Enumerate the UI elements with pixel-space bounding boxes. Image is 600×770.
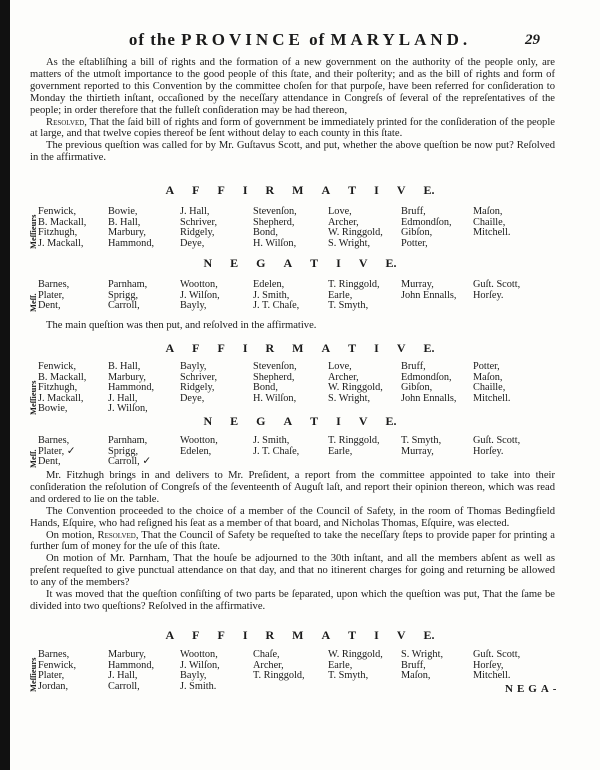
page-number: 29 bbox=[525, 32, 540, 48]
vote-column bbox=[401, 280, 457, 301]
member-name: J. Mackall, bbox=[38, 392, 84, 404]
member-name: Schriver, bbox=[180, 371, 218, 383]
heading-letter: E. bbox=[423, 183, 435, 197]
title-of: of bbox=[309, 30, 326, 49]
member-name: Bruff, bbox=[401, 361, 426, 372]
vote-column bbox=[180, 207, 217, 249]
member-name: Chaille, bbox=[473, 216, 506, 228]
member-name: J. Wilſon, bbox=[180, 659, 220, 671]
heading-letter: I bbox=[242, 183, 248, 197]
member-name: Stevenſon, bbox=[253, 361, 297, 372]
member-name: Marbury, bbox=[108, 649, 146, 660]
vote-column bbox=[328, 436, 380, 457]
vote-column bbox=[473, 436, 520, 457]
paragraph-main-question: The main queſtion was then put, and reſolved in the affirmative. bbox=[46, 320, 317, 331]
member-name: J. Hall, bbox=[180, 206, 210, 217]
member-name: Archer, bbox=[328, 371, 359, 383]
member-name: Fenwick, bbox=[38, 659, 77, 671]
member-name: Horſey, bbox=[473, 659, 504, 671]
heading-letter: R bbox=[265, 183, 275, 197]
heading-letter: R bbox=[265, 628, 275, 642]
heading-letter: N bbox=[203, 256, 213, 270]
member-name: Bayly, bbox=[180, 361, 207, 372]
heading-letter: F bbox=[192, 628, 200, 642]
resolved-lead-2: Resolved, bbox=[97, 529, 139, 541]
vote-heading bbox=[0, 256, 600, 271]
member-name: S. Wright, bbox=[328, 237, 371, 249]
member-name: Bayly, bbox=[180, 670, 207, 682]
member-name: Maſon, bbox=[473, 206, 503, 217]
member-name: Deye, bbox=[180, 392, 205, 404]
member-name: T. Smyth, bbox=[328, 300, 369, 312]
member-name: Shepherd, bbox=[253, 371, 295, 383]
member-name: Earle, bbox=[328, 659, 353, 671]
member-name: Carroll, ✓ bbox=[108, 456, 151, 468]
member-name: Fenwick, bbox=[38, 206, 77, 217]
heading-letter: M bbox=[292, 341, 304, 355]
member-name: B. Hall, bbox=[108, 216, 141, 228]
member-name: Hammond, bbox=[108, 382, 155, 394]
member-name: Bond, bbox=[253, 227, 278, 239]
vote-column bbox=[108, 436, 151, 468]
heading-letter: E bbox=[230, 414, 239, 428]
heading-letter: N bbox=[203, 414, 213, 428]
member-name: Shepherd, bbox=[253, 216, 295, 228]
member-name: Ridgely, bbox=[180, 227, 215, 239]
member-name: J. Wilſon, bbox=[108, 403, 148, 415]
motion-pre: On motion, bbox=[46, 529, 98, 541]
paragraph-adjournment: On motion of Mr. Parnham, That the houſe be adjourned to the 30th inſtant, and all the members abſent as well as preſent requeſted to give punctual attendance on that day, and that no itinerent charges for going and returning be allowed to any of the members? bbox=[30, 553, 555, 589]
heading-letter: M bbox=[292, 183, 304, 197]
heading-letter: E. bbox=[423, 341, 435, 355]
title-province: PROVINCE bbox=[181, 30, 304, 49]
member-name: Fitzhugh, bbox=[38, 382, 78, 394]
vote-column bbox=[108, 650, 154, 692]
member-name: John Ennalls, bbox=[401, 392, 457, 404]
member-name: Parnham, bbox=[108, 279, 148, 290]
paragraph-council-choice: The Convention proceeded to the choice of a member of the Council of Safety, in the room of Thomas Bedingfield Hands, Eſquire, who had reſigned his ſeat as a member of that board, and Nicholas Thomas, Eſquire, was elected. bbox=[30, 505, 555, 529]
heading-letter: T bbox=[310, 256, 319, 270]
member-name: J. Hall, bbox=[108, 392, 138, 404]
vote-column bbox=[253, 207, 297, 249]
member-name: Potter, bbox=[401, 237, 428, 249]
heading-letter: I bbox=[374, 628, 379, 642]
member-name: W. Ringgold, bbox=[328, 382, 383, 394]
member-name: Bayly, bbox=[180, 300, 207, 312]
heading-letter: V bbox=[396, 628, 406, 642]
member-name: Jordan, bbox=[38, 680, 69, 692]
heading-letter: E. bbox=[385, 256, 397, 270]
member-name: B. Hall, bbox=[108, 361, 141, 372]
vote-column bbox=[473, 207, 510, 239]
member-name: Marbury, bbox=[108, 227, 146, 239]
vote-column bbox=[401, 362, 457, 404]
member-name: W. Ringgold, bbox=[328, 649, 383, 660]
member-name: Plater, ✓ bbox=[38, 445, 76, 457]
member-name: J. Mackall, bbox=[38, 237, 84, 249]
vote-heading bbox=[0, 341, 600, 356]
heading-letter: I bbox=[374, 183, 379, 197]
member-name: Mitchell. bbox=[473, 392, 511, 404]
member-name: B. Mackall, bbox=[38, 371, 87, 383]
paragraph-bill-of-rights: As the eſtabliſhing a bill of rights and the formation of a new government on the authority of the people only, are matters of the utmoſt importance to the good people of this ſtate, and their poſterity; and as the bill of rights and form of government reported to this Convention by the committee choſen for that purpoſe, have been referred for conſideration to Monday the thirtieth inſtant, occaſioned by the neceſſary attendance in Congreſs of ſeveral of the repreſentatives of the people; in order therefore that the fulleſt conſideration may be had thereon, bbox=[30, 57, 555, 116]
member-name: Murray, bbox=[401, 445, 434, 457]
member-name: Hammond, bbox=[108, 659, 155, 671]
member-name: Earle, bbox=[328, 289, 353, 301]
heading-letter: A bbox=[165, 341, 175, 355]
member-name: Archer, bbox=[253, 659, 284, 671]
member-name: T. Ringgold, bbox=[328, 279, 380, 290]
vote-column bbox=[108, 280, 147, 312]
vote-column bbox=[108, 362, 154, 415]
heading-letter: T bbox=[310, 414, 319, 428]
vote-column bbox=[473, 650, 520, 682]
scan-edge bbox=[0, 0, 10, 770]
vote-column bbox=[328, 362, 383, 404]
member-name: Gibſon, bbox=[401, 382, 433, 394]
heading-letter: A bbox=[283, 256, 293, 270]
member-name: Guſt. Scott, bbox=[473, 649, 521, 660]
vote-column bbox=[38, 280, 69, 312]
member-name: Edmondſon, bbox=[401, 216, 452, 228]
heading-letter: A bbox=[321, 183, 331, 197]
member-name: Murray, bbox=[401, 279, 434, 290]
vote-column bbox=[473, 280, 520, 301]
heading-letter: I bbox=[374, 341, 379, 355]
member-name: Plater, bbox=[38, 289, 65, 301]
messieurs-prefix: Meſſieurs bbox=[28, 657, 38, 693]
vote-column bbox=[38, 436, 75, 468]
member-name: Maſon, bbox=[401, 670, 431, 682]
member-name: J. T. Chaſe, bbox=[253, 445, 300, 457]
heading-letter: V bbox=[358, 256, 368, 270]
member-name: Dent, bbox=[38, 300, 61, 312]
vote-column bbox=[328, 207, 383, 249]
vote-heading bbox=[0, 414, 600, 429]
member-name: Potter, bbox=[473, 361, 500, 372]
member-name: Carroll, bbox=[108, 680, 140, 692]
heading-letter: T bbox=[348, 183, 357, 197]
heading-letter: F bbox=[192, 183, 200, 197]
heading-letter: F bbox=[192, 341, 200, 355]
member-name: Fenwick, bbox=[38, 361, 77, 372]
member-name: Sprigg, bbox=[108, 445, 139, 457]
member-name: J. T. Chaſe, bbox=[253, 300, 300, 312]
heading-letter: E. bbox=[423, 628, 435, 642]
member-name: H. Wilſon, bbox=[253, 392, 297, 404]
heading-letter: T bbox=[348, 628, 357, 642]
member-name: Love, bbox=[328, 206, 352, 217]
vote-column bbox=[38, 362, 86, 415]
member-name: Dent, bbox=[38, 456, 61, 468]
heading-letter: A bbox=[321, 341, 331, 355]
paragraph-separation: It was moved that the queſtion conſiſting of two parts be ſeparated, upon which the queſtion was put, That the ſame be divided into two queſtions? Reſolved in the affirmative. bbox=[30, 589, 555, 612]
member-name: Edmondſon, bbox=[401, 371, 452, 383]
member-name: Edelen, bbox=[253, 279, 285, 290]
member-name: T. Ringgold, bbox=[328, 435, 380, 446]
vote-list bbox=[28, 649, 558, 693]
member-name: J. Hall, bbox=[108, 670, 138, 682]
heading-letter: E. bbox=[385, 414, 397, 428]
vote-column bbox=[180, 436, 218, 457]
member-name: J. Wilſon, bbox=[180, 289, 220, 301]
heading-letter: A bbox=[165, 628, 175, 642]
vote-column bbox=[253, 436, 299, 457]
member-name: Bowie, bbox=[38, 403, 68, 415]
member-name: Barnes, bbox=[38, 649, 70, 660]
heading-letter: M bbox=[292, 628, 304, 642]
heading-letter: G bbox=[256, 414, 266, 428]
member-name: H. Wilſon, bbox=[253, 237, 297, 249]
messieurs-prefix: Meſſieurs bbox=[28, 380, 38, 415]
title-pre: of the bbox=[128, 30, 176, 49]
member-name: Maſon, bbox=[473, 371, 503, 383]
member-name: Bowie, bbox=[108, 206, 138, 217]
member-name: Marbury, bbox=[108, 371, 146, 383]
member-name: Love, bbox=[328, 361, 352, 372]
heading-letter: A bbox=[283, 414, 293, 428]
member-name: S. Wright, bbox=[328, 392, 371, 404]
vote-column bbox=[180, 362, 217, 404]
paragraph-resolved bbox=[30, 117, 555, 141]
member-name: Mitchell. bbox=[473, 227, 511, 239]
member-name: John Ennalls, bbox=[401, 289, 457, 301]
vote-column bbox=[253, 280, 299, 312]
heading-letter: F bbox=[217, 183, 225, 197]
member-name: Wootton, bbox=[180, 279, 218, 290]
resolved-lead: Resolved, bbox=[46, 116, 87, 128]
member-name: Barnes, bbox=[38, 435, 70, 446]
paragraph-paper-printing bbox=[30, 530, 555, 554]
heading-letter: I bbox=[336, 256, 341, 270]
vote-column bbox=[38, 207, 86, 249]
member-name: Horſey. bbox=[473, 445, 504, 457]
motion-text: That the Council of Safety be requeſted to take the neceſſary ſteps to provide paper for printing a further ſum of money for the uſe of this ſtate. bbox=[30, 529, 555, 553]
member-name: J. Smith. bbox=[180, 680, 217, 692]
vote-column bbox=[473, 362, 510, 404]
vote-column bbox=[253, 362, 297, 404]
heading-letter: I bbox=[336, 414, 341, 428]
member-name: Chaſe, bbox=[253, 649, 280, 660]
heading-letter: F bbox=[217, 341, 225, 355]
heading-letter: F bbox=[217, 628, 225, 642]
heading-letter: V bbox=[396, 341, 406, 355]
main-question-text bbox=[30, 320, 555, 332]
heading-letter: R bbox=[265, 341, 275, 355]
heading-letter: I bbox=[242, 341, 248, 355]
heading-letter: T bbox=[348, 341, 357, 355]
member-name: Bond, bbox=[253, 382, 278, 394]
member-name: Guſt. Scott, bbox=[473, 435, 521, 446]
catchword: NEGA- bbox=[505, 683, 561, 695]
heading-letter: A bbox=[321, 628, 331, 642]
page-title bbox=[0, 30, 600, 50]
member-name: Schriver, bbox=[180, 216, 218, 228]
heading-letter: E bbox=[230, 256, 239, 270]
vote-column bbox=[401, 207, 452, 249]
member-name: Plater, bbox=[38, 670, 65, 682]
heading-letter: A bbox=[165, 183, 175, 197]
vote-column bbox=[401, 436, 441, 457]
messieurs-prefix: Meſſ. bbox=[28, 293, 38, 312]
heading-letter: I bbox=[242, 628, 248, 642]
title-maryland: MARYLAND. bbox=[330, 30, 472, 49]
later-text bbox=[30, 470, 555, 613]
member-name: Earle, bbox=[328, 445, 353, 457]
member-name: Wootton, bbox=[180, 435, 218, 446]
paragraph-previous-question: The previous queſtion was called for by Mr. Guſtavus Scott, and put, whether the above queſtion be now put? Reſolved in the affirmative. bbox=[30, 140, 555, 164]
member-name: T. Smyth, bbox=[328, 670, 369, 682]
vote-column bbox=[38, 650, 76, 692]
member-name: Parnham, bbox=[108, 435, 148, 446]
member-name: Archer, bbox=[328, 216, 359, 228]
member-name: Barnes, bbox=[38, 279, 70, 290]
vote-list bbox=[28, 279, 558, 312]
member-name: Chaille, bbox=[473, 382, 506, 394]
vote-column bbox=[401, 650, 443, 682]
member-name: T. Smyth, bbox=[401, 435, 442, 446]
member-name: J. Smith, bbox=[253, 289, 290, 301]
member-name: B. Mackall, bbox=[38, 216, 87, 228]
vote-list bbox=[28, 361, 558, 415]
member-name: Bruff, bbox=[401, 659, 426, 671]
member-name: W. Ringgold, bbox=[328, 227, 383, 239]
member-name: Ridgely, bbox=[180, 382, 215, 394]
member-name: Stevenſon, bbox=[253, 206, 297, 217]
member-name: Horſey. bbox=[473, 289, 504, 301]
member-name: Carroll, bbox=[108, 300, 140, 312]
vote-column bbox=[328, 280, 380, 312]
member-name: Guſt. Scott, bbox=[473, 279, 521, 290]
vote-heading bbox=[0, 628, 600, 643]
member-name: Bruff, bbox=[401, 206, 426, 217]
vote-heading bbox=[0, 183, 600, 198]
member-name: Fitzhugh, bbox=[38, 227, 78, 239]
messieurs-prefix: Meſſieurs bbox=[28, 214, 38, 250]
member-name: Mitchell. bbox=[473, 670, 511, 682]
member-name: S. Wright, bbox=[401, 649, 444, 660]
vote-column bbox=[180, 280, 220, 312]
resolved-text: That the ſaid bill of rights and form of government be immediately printed for the conſideration of the people at large, and that twelve copies thereof be ſent without delay to each county in this ſtate. bbox=[30, 116, 555, 140]
member-name: Edelen, bbox=[180, 445, 212, 457]
member-name: Wootton, bbox=[180, 649, 218, 660]
member-name: Gibſon, bbox=[401, 227, 433, 239]
member-name: T. Ringgold, bbox=[253, 670, 305, 682]
heading-letter: G bbox=[256, 256, 266, 270]
member-name: Deye, bbox=[180, 237, 205, 249]
heading-letter: V bbox=[358, 414, 368, 428]
vote-column bbox=[328, 650, 383, 682]
vote-column bbox=[180, 650, 220, 692]
paragraph-fitzhugh-report: Mr. Fitzhugh brings in and delivers to Mr. Preſident, a report from the committee appointed to take into their conſideration the reſolution of Congreſs of the ſeventeenth of Auguſt laſt, and report their opinion thereon, which was read and ordered to lie on the table. bbox=[30, 470, 555, 505]
member-name: J. Smith, bbox=[253, 435, 290, 446]
member-name: Sprigg, bbox=[108, 289, 139, 301]
vote-column bbox=[108, 207, 154, 249]
member-name: Hammond, bbox=[108, 237, 155, 249]
vote-list bbox=[28, 206, 558, 250]
heading-letter: V bbox=[396, 183, 406, 197]
intro-text bbox=[30, 57, 555, 164]
messieurs-prefix: Meſſ. bbox=[28, 449, 38, 468]
vote-column bbox=[253, 650, 305, 682]
vote-list bbox=[28, 435, 558, 468]
